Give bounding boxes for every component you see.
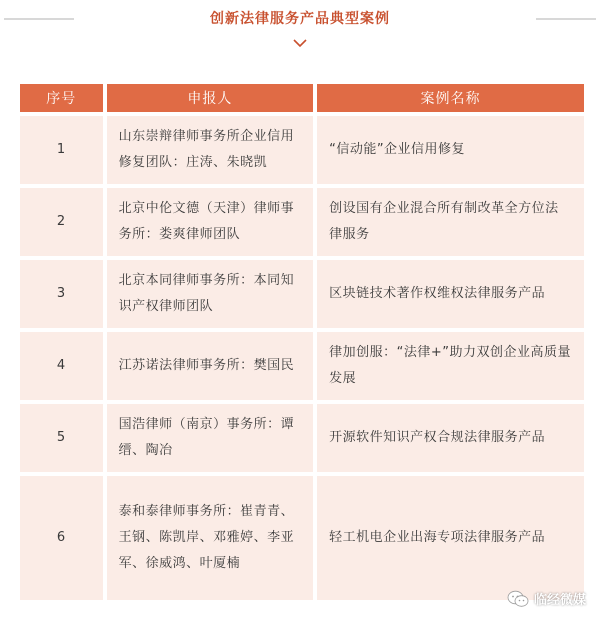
- row-case-name: 律加创服：“法律+”助力双创企业高质量发展: [317, 332, 584, 400]
- row-applicant: 国浩律师（南京）事务所：谭缙、陶冶: [107, 404, 313, 472]
- row-number: 2: [20, 188, 103, 256]
- row-number: 5: [20, 404, 103, 472]
- row-applicant: 泰和泰律师事务所：崔青青、王钢、陈凯岸、邓雅婷、李亚军、徐威鸿、叶厦楠: [107, 476, 313, 600]
- table-row: [20, 404, 584, 472]
- row-case-name: 创设国有企业混合所有制改革全方位法律服务: [317, 188, 584, 256]
- column-header-case: 案例名称: [317, 84, 584, 112]
- row-case-name: “信动能”企业信用修复: [317, 116, 584, 184]
- wechat-icon: [507, 590, 529, 608]
- row-number: 1: [20, 116, 103, 184]
- watermark: [507, 589, 586, 608]
- table-row: [20, 116, 584, 184]
- row-number: 3: [20, 260, 103, 328]
- row-applicant: 北京本同律师事务所：本同知识产权律师团队: [107, 260, 313, 328]
- page-title: 创新法律服务产品典型案例: [210, 11, 390, 27]
- row-applicant: 江苏诺法律师事务所：樊国民: [107, 332, 313, 400]
- column-header-applicant: 申报人: [107, 84, 313, 112]
- table-row: [20, 260, 584, 328]
- column-header-num: 序号: [20, 84, 103, 112]
- table-row: [20, 476, 584, 600]
- table-row: [20, 188, 584, 256]
- row-number: 6: [20, 476, 103, 600]
- table-row: [20, 332, 584, 400]
- table-header-row: [20, 84, 584, 112]
- section-header: [0, 0, 600, 78]
- row-case-name: 轻工机电企业出海专项法律服务产品: [317, 476, 584, 600]
- chevron-down-icon: [293, 38, 307, 48]
- header-divider-right: [536, 18, 596, 20]
- row-applicant: 山东崇辩律师事务所企业信用修复团队：庄涛、朱晓凯: [107, 116, 313, 184]
- row-case-name: 区块链技术著作权维权法律服务产品: [317, 260, 584, 328]
- cases-table: [16, 80, 588, 604]
- row-number: 4: [20, 332, 103, 400]
- row-applicant: 北京中伦文德（天津）律师事务所：娄爽律师团队: [107, 188, 313, 256]
- watermark-text: 临经微媒: [533, 593, 586, 608]
- row-case-name: 开源软件知识产权合规法律服务产品: [317, 404, 584, 472]
